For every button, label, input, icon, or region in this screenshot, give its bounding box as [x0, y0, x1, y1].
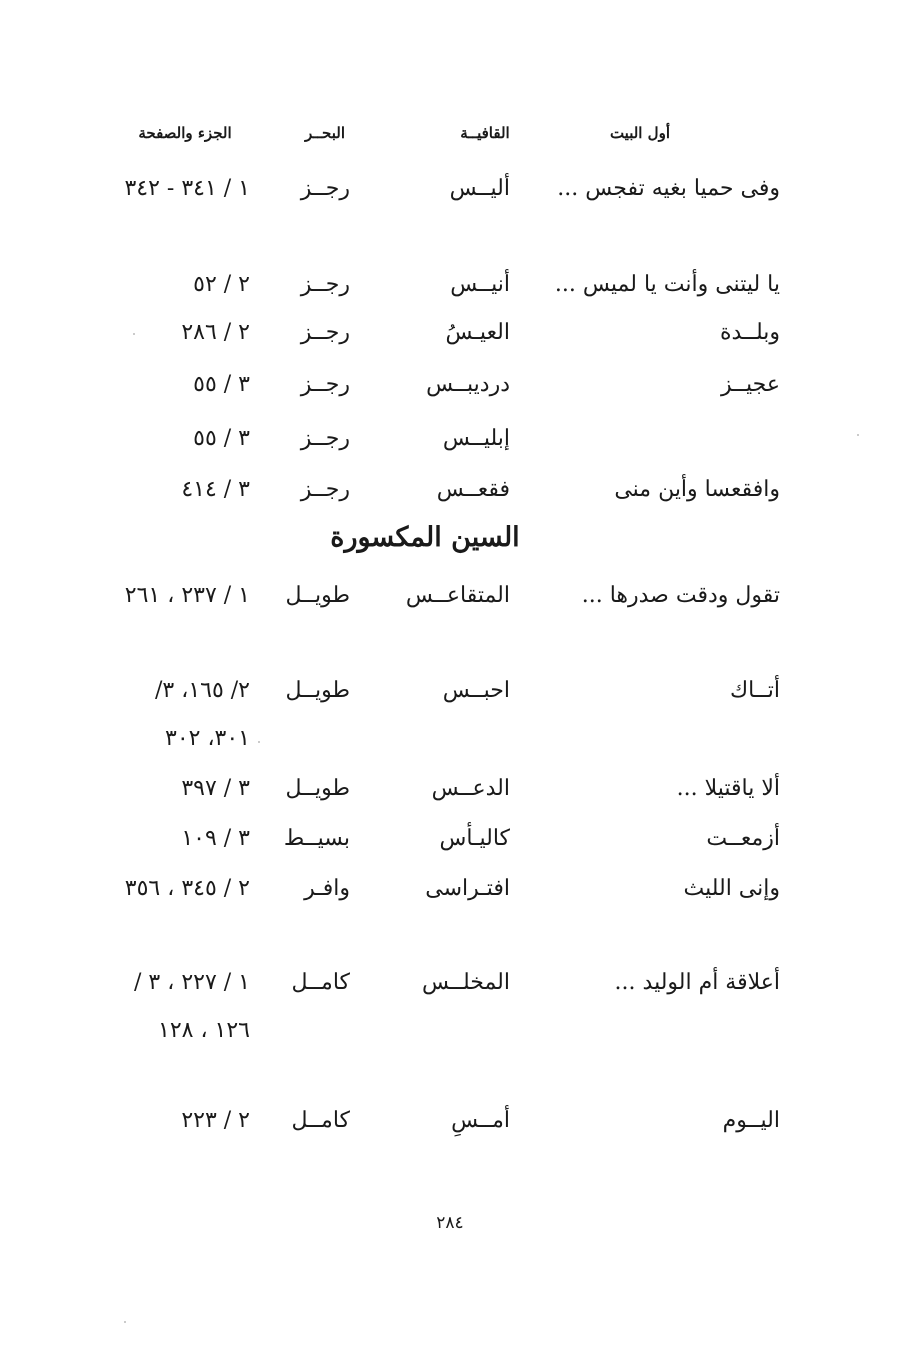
rhyme-cell: افتـراسى	[425, 876, 510, 901]
rhyme-cell: الدعــس	[431, 776, 510, 801]
verse-cell: أعلاقة أم الوليد ...	[614, 970, 780, 995]
verse-cell: وافقعسا وأين منى	[614, 477, 780, 502]
meter-cell: رجــز	[300, 477, 350, 502]
speck	[124, 1321, 126, 1323]
ref-cell: ٢ / ٥٢	[193, 272, 250, 297]
page-number: ٢٨٤	[436, 1213, 464, 1233]
verse-cell: تقول ودقت صدرها ...	[581, 583, 780, 608]
meter-cell: رجــز	[300, 372, 350, 397]
section-title: السين المكسورة	[330, 522, 520, 553]
rhyme-cell: كاليـأس	[439, 826, 510, 851]
speck	[133, 333, 135, 335]
header-meter: البحــر	[304, 124, 345, 142]
verse-cell: وفى حميا بغيه تفجس ...	[557, 176, 780, 201]
ref-cell: ٣ / ١٠٩	[181, 826, 250, 851]
rhyme-cell: أليــس	[449, 176, 510, 201]
verse-cell: عجيــز	[721, 372, 780, 397]
meter-cell: طويــل	[285, 776, 350, 801]
rhyme-cell: المخلــس	[422, 970, 510, 995]
rhyme-cell: أمــسِ	[451, 1108, 510, 1133]
speck	[258, 741, 260, 743]
ref-cell: ١ / ٣٤١ - ٣٤٢	[124, 176, 250, 201]
header-rhyme: القافيــة	[460, 124, 510, 142]
verse-cell: أتــاك	[730, 678, 780, 703]
rhyme-cell: إبليــس	[442, 426, 510, 451]
meter-cell: رجــز	[300, 320, 350, 345]
meter-cell: كامــل	[291, 970, 350, 995]
ref-cell: ٢ / ٢٢٣	[181, 1108, 250, 1133]
verse-cell: اليــوم	[722, 1108, 780, 1133]
meter-cell: كامــل	[291, 1108, 350, 1133]
meter-cell: وافـر	[304, 876, 350, 901]
ref-cell: ٣ / ٤١٤	[181, 477, 250, 502]
ref-cell: ٢ / ٢٨٦	[181, 320, 250, 345]
rhyme-cell: العيـسُ	[445, 320, 510, 345]
meter-cell: بسيــط	[283, 826, 350, 851]
rhyme-cell: احبــس	[442, 678, 510, 703]
verse-cell: وإنى الليث	[683, 876, 780, 901]
ref-cell: ٢ / ٣٤٥ ، ٣٥٦	[124, 876, 250, 901]
meter-cell: رجــز	[300, 176, 350, 201]
ref-cell: ٢/ ١٦٥، ٣/ ٣٠١، ٣٠٢	[154, 678, 250, 751]
ref-cell: ٣ / ٥٥	[193, 426, 250, 451]
verse-cell: يا ليتنى وأنت يا لميس ...	[554, 272, 780, 297]
ref-cell: ٣ / ٥٥	[193, 372, 250, 397]
verse-cell: أزمعــت	[706, 826, 780, 851]
meter-cell: رجــز	[300, 272, 350, 297]
speck	[857, 434, 859, 436]
rhyme-cell: أنيــس	[450, 272, 510, 297]
rhyme-cell: فقعــس	[436, 477, 510, 502]
meter-cell: رجــز	[300, 426, 350, 451]
ref-cell: ١ / ٢٣٧ ، ٢٦١	[124, 583, 250, 608]
rhyme-cell: المتقاعــس	[405, 583, 510, 608]
verse-cell: وبلــدة	[720, 320, 780, 345]
header-verse: أول البيت	[609, 124, 670, 142]
ref-cell: ٣ / ٣٩٧	[181, 776, 250, 801]
meter-cell: طويــل	[285, 678, 350, 703]
meter-cell: طويــل	[285, 583, 350, 608]
rhyme-cell: درديبــس	[426, 372, 510, 397]
verse-cell: ألا ياقتيلا ...	[676, 776, 780, 801]
header-ref: الجزء والصفحة	[138, 124, 232, 142]
ref-cell: ١ / ٢٢٧ ، ٣ / ١٢٦ ، ١٢٨	[133, 970, 250, 1043]
